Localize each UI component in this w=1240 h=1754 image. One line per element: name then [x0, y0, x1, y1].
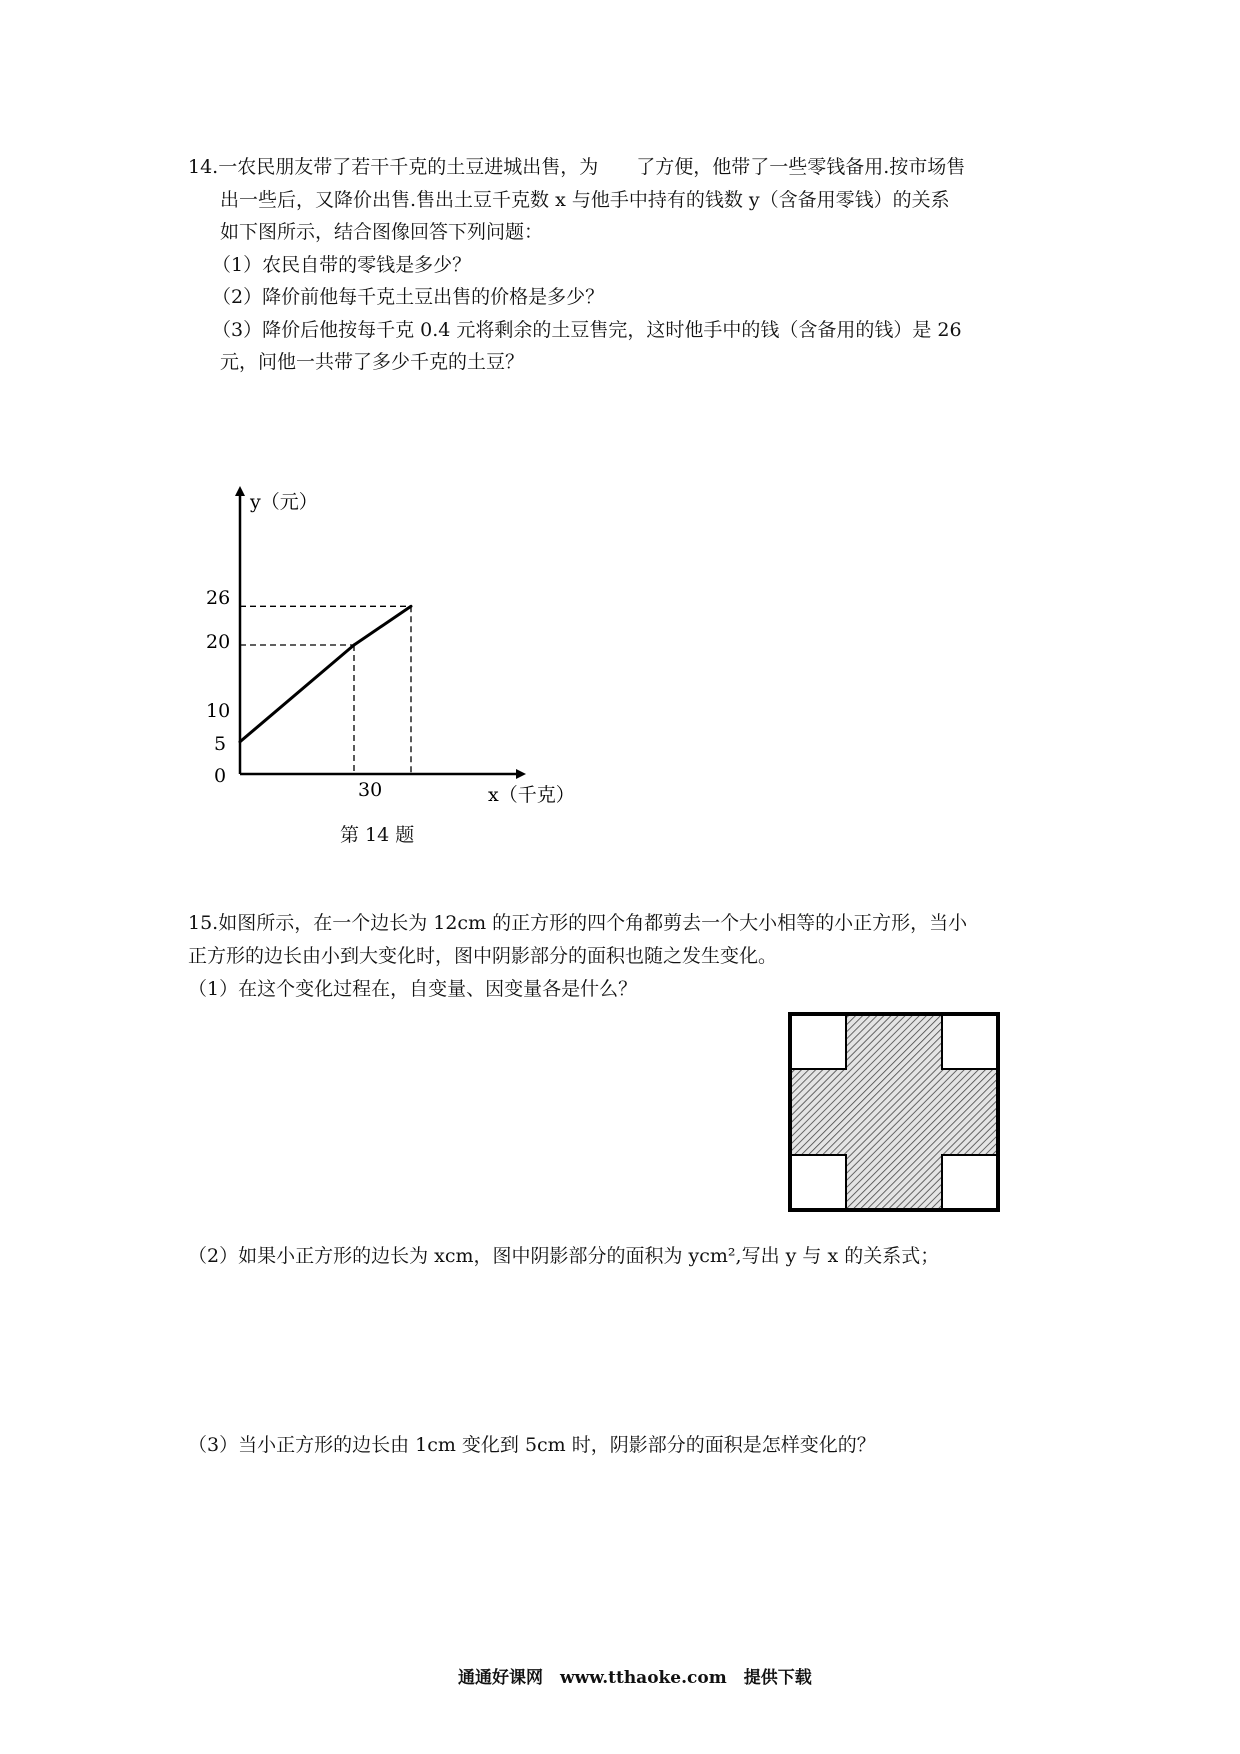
- y-tick-26: 26: [206, 587, 231, 609]
- footer-source: 通通好课网 www.tthaoke.com 提供下载: [458, 1668, 812, 1688]
- corner-cut-bottom-right: [942, 1155, 998, 1210]
- q15-intro-line2: 正方形的边长由小到大变化时，图中阴影部分的面积也随之发生变化。: [188, 945, 778, 967]
- y-tick-10: 10: [206, 700, 231, 722]
- q14-graph: [200, 480, 600, 820]
- shaded-cross-figure: [788, 1012, 1000, 1212]
- q14-sub3-line2: 元，问他一共带了多少千克的土豆？: [220, 351, 525, 373]
- q14-sub2: （2）降价前他每千克土豆出售的价格是多少？: [212, 286, 605, 308]
- corner-cut-top-right: [942, 1014, 998, 1069]
- y-tick-0: 0: [214, 765, 227, 787]
- series-line: [240, 606, 411, 741]
- q15-sub2: （2）如果小正方形的边长为 xcm，图中阴影部分的面积为 ycm²,写出 y 与 x 的关系式；: [188, 1245, 940, 1267]
- q14-sub1: （1）农民自带的零钱是多少？: [212, 254, 472, 276]
- series-segment-1: [240, 645, 354, 742]
- q15-intro-line1: 15.如图所示，在一个边长为 12cm 的正方形的四个角都剪去一个大小相等的小正方形，当小: [188, 912, 968, 934]
- x-axis-label: x（千克）: [488, 784, 575, 806]
- q14-caption: 第 14 题: [340, 824, 415, 846]
- corner-cut-bottom-left: [790, 1155, 846, 1210]
- y-axis-label: y（元）: [250, 491, 318, 513]
- q14-intro-line3: 如下图所示，结合图像回答下列问题：: [220, 221, 544, 243]
- q14-intro-line1: 14.一农民朋友带了若干千克的土豆进城出售，为 了方便，他带了一些零钱备用.按市场售: [188, 156, 966, 178]
- series-segment-2: [354, 606, 411, 645]
- q14-sub3-line1: （3）降价后他按每千克 0.4 元将剩余的土豆售完，这时他手中的钱（含备用的钱）是 26: [212, 319, 962, 341]
- q15-sub3: （3）当小正方形的边长由 1cm 变化到 5cm 时，阴影部分的面积是怎样变化的？: [188, 1434, 876, 1456]
- y-tick-5: 5: [214, 733, 227, 755]
- x-tick-30: 30: [358, 779, 383, 801]
- q15-sub1: （1）在这个变化过程在，自变量、因变量各是什么？: [188, 978, 638, 1000]
- q14-intro-line2: 出一些后，又降价出售.售出土豆千克数 x 与他手中持有的钱数 y（含备用零钱）的关系: [220, 189, 950, 211]
- dashed-guides: [240, 606, 411, 774]
- y-tick-20: 20: [206, 631, 231, 653]
- corner-cut-top-left: [790, 1014, 846, 1069]
